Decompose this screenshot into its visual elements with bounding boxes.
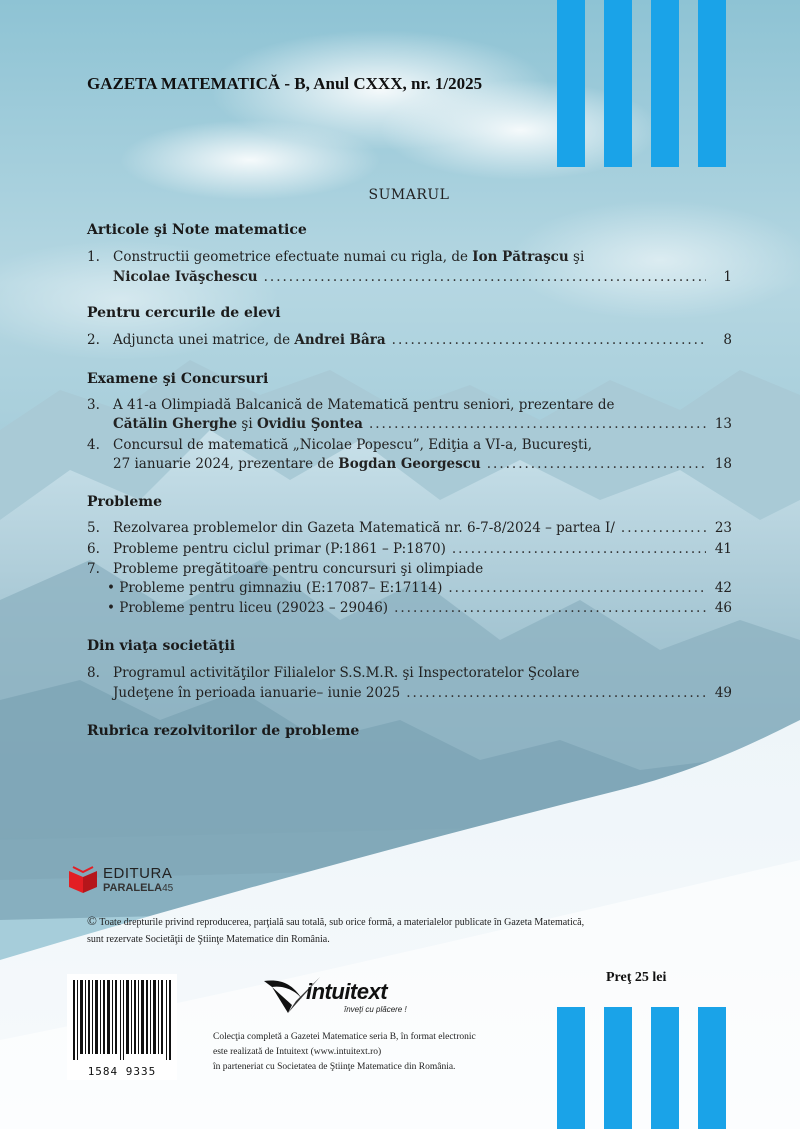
entry-page: 46 — [714, 600, 732, 616]
section-heading: Probleme — [87, 494, 162, 510]
toc-entry-6[interactable] — [87, 541, 732, 557]
toc-entry-8-cont[interactable] — [87, 685, 732, 701]
barcode-number: 1584 9335 — [87, 1065, 157, 1078]
intuitext-wordmark: intuitext — [306, 979, 388, 1004]
entry-author: Nicolae Ivăşchescu — [113, 269, 258, 285]
publisher-imprint: PARALELA — [103, 882, 163, 894]
leader-dots — [406, 685, 706, 701]
entry-title: Rezolvarea problemelor din Gazeta Matematică nr. 6-7-8/2024 – partea I/ — [113, 520, 615, 536]
copyright-notice — [87, 912, 687, 948]
section-heading: Rubrica rezolvitorilor de probleme — [87, 723, 360, 739]
intuitext-tagline: înveţi cu plăcere ! — [344, 1005, 407, 1014]
decorative-stripe — [604, 0, 632, 167]
entry-title: Concursul de matematică „Nicolae Popescu”, Ediţia a VI-a, Bucureşti, — [113, 437, 592, 453]
entry-number: 1. — [87, 249, 100, 265]
toc-entry-8[interactable] — [87, 665, 732, 681]
publisher-name: EDITURA — [103, 865, 173, 882]
entry-title: • Probleme pentru liceu (29023 – 29046) — [107, 600, 389, 616]
toc-entry-5[interactable] — [87, 520, 732, 536]
leader-dots — [448, 580, 706, 596]
entry-title: 27 ianuarie 2024, prezentare de — [113, 456, 339, 472]
book-icon — [67, 865, 99, 895]
intuitext-logo — [262, 975, 407, 1019]
entry-number: 8. — [87, 665, 100, 681]
section-heading: Articole şi Note matematice — [87, 222, 307, 238]
toc-entry-1-cont[interactable] — [87, 269, 732, 285]
journal-title: GAZETA MATEMATICĂ - B, Anul CXXX, nr. 1/2025 — [87, 74, 483, 93]
entry-title: Judeţene în perioada ianuarie– iunie 2025 — [113, 685, 401, 701]
section-heading: Pentru cercurile de elevi — [87, 305, 281, 321]
publisher-imprint-number: 45 — [162, 883, 174, 894]
decorative-stripe — [651, 1007, 679, 1129]
section-heading: Din viaţa societăţii — [87, 638, 236, 654]
entry-page: 18 — [714, 456, 732, 472]
decorative-stripe — [604, 1007, 632, 1129]
entry-author: Bogdan Georgescu — [338, 456, 481, 472]
entry-title: Probleme pregătitoare pentru concursuri şi olimpiade — [113, 561, 484, 577]
entry-conjunction: şi — [568, 249, 585, 265]
entry-number: 6. — [87, 541, 100, 557]
toc-entry-3-cont[interactable] — [87, 416, 732, 432]
decorative-stripe — [557, 0, 585, 167]
leader-dots — [487, 456, 706, 472]
leader-dots — [394, 600, 706, 616]
entry-conjunction: şi — [237, 416, 257, 432]
entry-page: 41 — [714, 541, 732, 557]
copyright-line: Toate drepturile privind reproducerea, parţială sau totală, sub orice formă, a materialelor publicate în Gazeta Matematică, — [96, 917, 585, 928]
toc-entry-4-cont[interactable] — [87, 456, 732, 472]
entry-author: Ion Pătraşcu — [472, 249, 569, 265]
entry-author: Ovidiu Şontea — [256, 416, 363, 432]
decorative-stripe — [651, 0, 679, 167]
intuitext-info-line: este realizată de Intuitext (www.intuitext.ro) — [213, 1047, 382, 1057]
summary-heading: SUMARUL — [368, 187, 450, 203]
entry-title: Constructii geometrice efectuate numai cu rigla, de — [113, 249, 473, 265]
entry-page: 1 — [723, 269, 732, 285]
intuitext-info-line: Colecţia completă a Gazetei Matematice seria B, în format electronic — [213, 1032, 476, 1042]
entry-title: Programul activităţilor Filialelor S.S.M.R. şi Inspectoratelor Şcolare — [113, 665, 580, 681]
toc-subentry[interactable] — [107, 600, 732, 616]
entry-page: 49 — [714, 685, 732, 701]
entry-page: 13 — [714, 416, 732, 432]
entry-page: 42 — [714, 580, 732, 596]
publisher-logo — [67, 865, 174, 899]
entry-author: Andrei Bâra — [294, 332, 386, 348]
toc-entry-7[interactable] — [87, 561, 732, 577]
entry-title: • Probleme pentru gimnaziu (E:17087– E:17114) — [107, 580, 443, 596]
leader-dots — [621, 520, 706, 536]
copyright-icon: © — [87, 913, 97, 928]
barcode-bars — [67, 974, 177, 1064]
section-heading: Examene şi Concursuri — [87, 371, 269, 387]
entry-number: 4. — [87, 437, 100, 453]
entry-number: 5. — [87, 520, 100, 536]
toc-entry-2[interactable] — [87, 332, 732, 348]
decorative-stripe — [557, 1007, 585, 1129]
leader-dots — [264, 269, 706, 285]
barcode — [67, 974, 177, 1080]
entry-number: 2. — [87, 332, 100, 348]
leader-dots — [392, 332, 706, 348]
toc-entry-4[interactable] — [87, 437, 732, 453]
decorative-stripe — [698, 1007, 726, 1129]
leader-dots — [452, 541, 706, 557]
entry-title: Adjuncta unei matrice, de — [113, 332, 295, 348]
entry-author: Cătălin Gherghe — [113, 416, 238, 432]
entry-number: 7. — [87, 561, 100, 577]
entry-page: 8 — [723, 332, 732, 348]
intuitext-info-line: în parteneriat cu Societatea de Ştiinţe Matematice din România. — [213, 1062, 456, 1072]
leader-dots — [369, 416, 706, 432]
price-label: Preţ 25 lei — [606, 970, 667, 985]
toc-subentry[interactable] — [107, 580, 732, 596]
intuitext-info — [213, 1030, 476, 1075]
entry-number: 3. — [87, 397, 100, 413]
entry-page: 23 — [714, 520, 732, 536]
decorative-stripe — [698, 0, 726, 167]
toc-entry-3[interactable] — [87, 397, 732, 413]
toc-entry-1[interactable] — [87, 249, 732, 265]
entry-title: Probleme pentru ciclul primar (P:1861 – P:1870) — [113, 541, 446, 557]
copyright-line: sunt rezervate Societăţii de Ştiinţe Matematice din România. — [87, 934, 330, 945]
entry-title: A 41-a Olimpiadă Balcanică de Matematică pentru seniori, prezentare de — [113, 397, 615, 413]
